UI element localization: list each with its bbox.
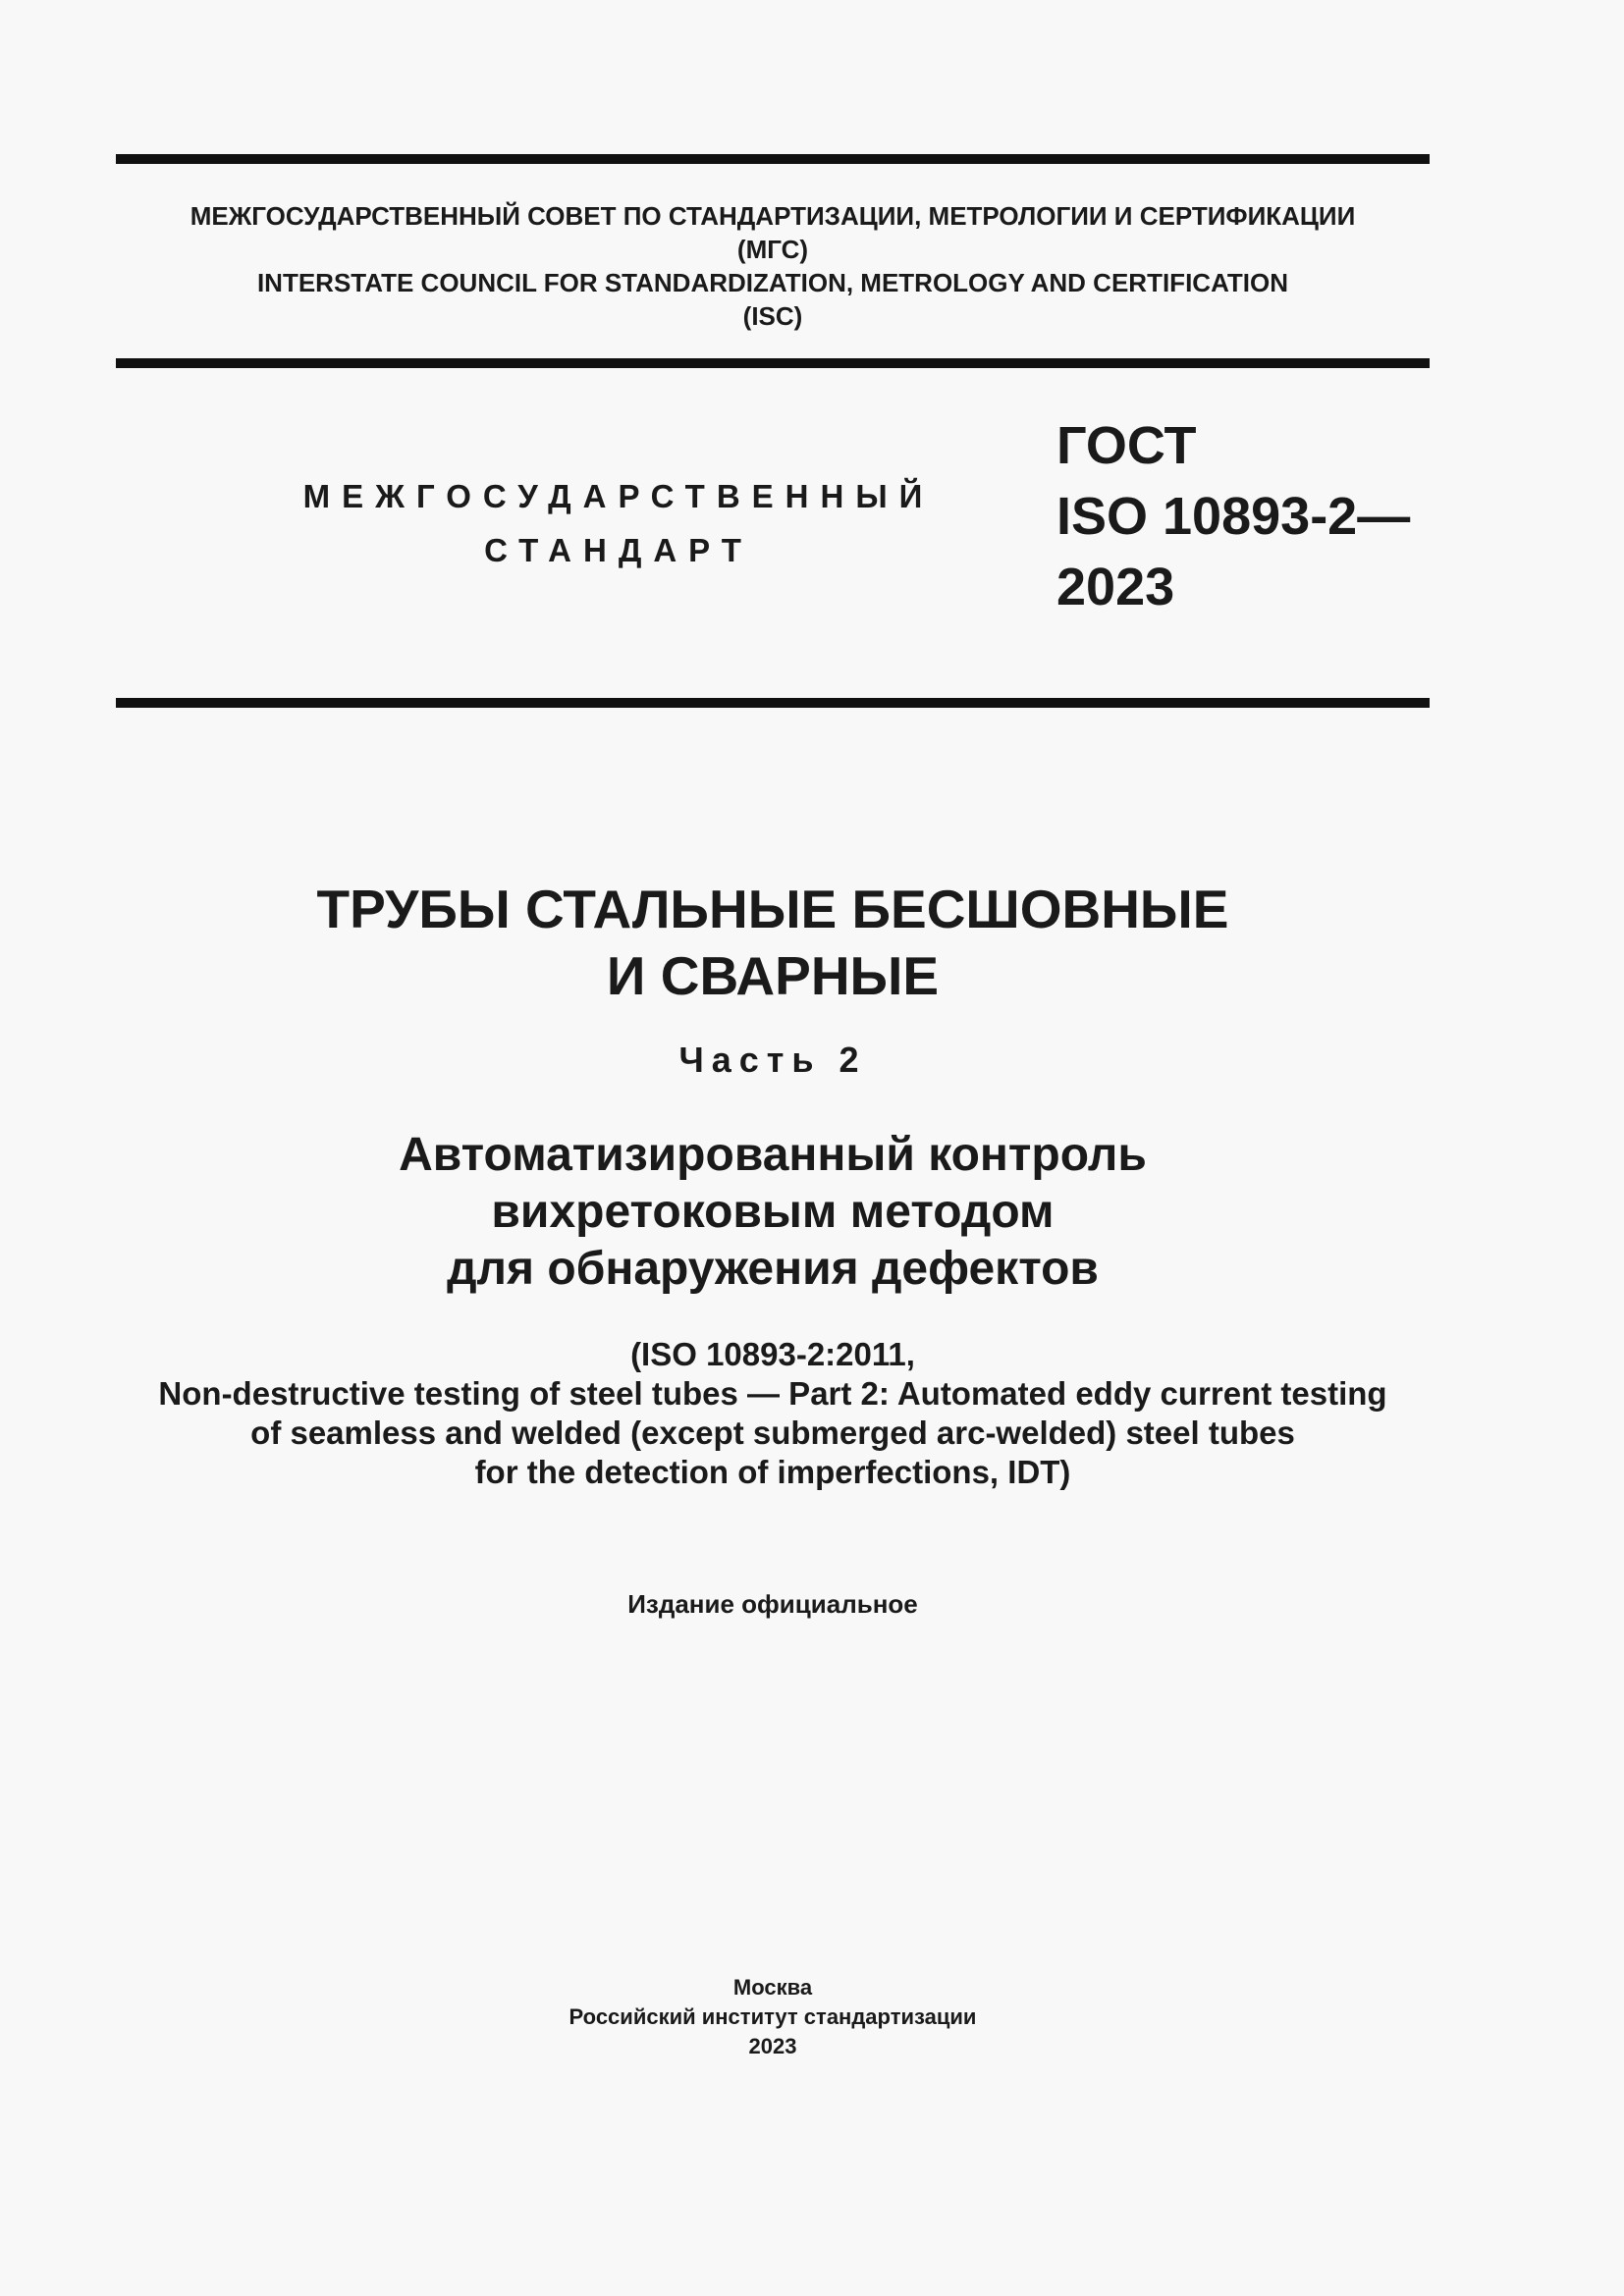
part-number: Часть 2: [678, 1040, 867, 1080]
header-bottom-rule: [116, 698, 1430, 708]
top-rule: [116, 154, 1430, 164]
council-abbr-ru: (МГС): [736, 235, 809, 264]
edition-note: Издание официальное: [627, 1589, 918, 1619]
standard-type-line1: МЕЖГОСУДАРСТВЕННЫЙ: [302, 478, 935, 514]
standard-type: [295, 469, 943, 577]
title-line1: ТРУБЫ СТАЛЬНЫЕ БЕСШОВНЫЕ: [316, 879, 1229, 939]
council-abbr-en: (ISC): [742, 301, 803, 331]
footer-year: 2023: [748, 2034, 797, 2058]
council-header: [116, 199, 1430, 333]
title-line2: И СВАРНЫЕ: [606, 945, 940, 1006]
council-name-ru: МЕЖГОСУДАРСТВЕННЫЙ СОВЕТ ПО СТАНДАРТИЗАЦИИ, МЕТРОЛОГИИ И СЕРТИФИКАЦИИ: [189, 201, 1356, 231]
council-bottom-rule: [116, 358, 1430, 368]
standard-designation: [1056, 410, 1410, 622]
iso-reference-line2: Non-destructive testing of steel tubes — Part 2: Automated eddy current testing: [158, 1375, 1387, 1412]
footer-city: Москва: [732, 1975, 813, 2000]
footer-publisher: Российский институт стандартизации: [568, 2004, 977, 2029]
standard-type-line2: СТАНДАРТ: [484, 532, 753, 568]
iso-reference-line1: (ISO 10893-2:2011,: [630, 1336, 915, 1372]
subtitle-line1: Автоматизированный контроль: [399, 1129, 1147, 1181]
council-name-en: INTERSTATE COUNCIL FOR STANDARDIZATION, METROLOGY AND CERTIFICATION: [256, 268, 1289, 297]
publisher-footer: [116, 1973, 1430, 2061]
designation-line1: ГОСТ: [1056, 416, 1197, 475]
iso-reference-line3: of seamless and welded (except submerged arc-welded) steel tubes: [250, 1415, 1295, 1451]
iso-reference-line4: for the detection of imperfections, IDT): [474, 1454, 1071, 1490]
document-title: [116, 876, 1430, 1009]
designation-line3: 2023: [1056, 558, 1175, 616]
document-subtitle: [116, 1127, 1430, 1298]
designation-line2: ISO 10893-2—: [1056, 487, 1411, 546]
iso-reference: [116, 1335, 1430, 1492]
subtitle-line3: для обнаружения дефектов: [447, 1243, 1099, 1295]
subtitle-line2: вихретоковым методом: [491, 1186, 1055, 1238]
